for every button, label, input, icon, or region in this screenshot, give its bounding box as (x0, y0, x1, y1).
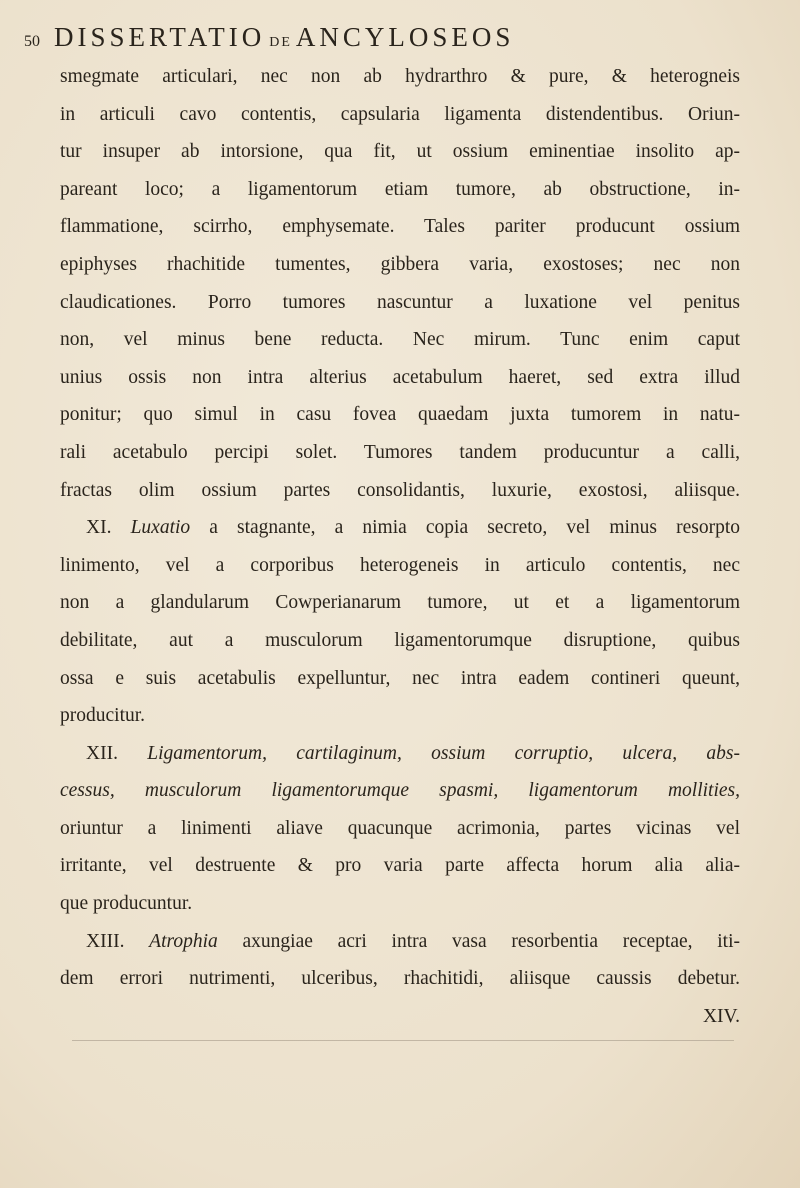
text-line (60, 171, 740, 209)
text-line (60, 735, 740, 773)
text-line (60, 584, 740, 622)
text-line (60, 472, 740, 510)
text-segment: claudicationes. Porro tumores nascuntur a luxatione vel penitus (60, 291, 740, 313)
text-segment: debilitate, aut a musculorum ligamentorumque disruptione, quibus (60, 629, 740, 651)
text-line (60, 396, 740, 434)
text-line (60, 133, 740, 171)
italic-term: Ligamentorum, cartilaginum, ossium corruptio, ulcera, abs- (147, 742, 740, 764)
text-segment: que producuntur. (60, 893, 193, 915)
text-segment: irritante, vel destruente & pro varia parte affecta horum alia alia- (60, 855, 740, 877)
italic-term: cessus, musculorum ligamentorumque spasmi, ligamentorum mollities, (60, 780, 740, 802)
text-line (60, 547, 740, 585)
text-line (60, 246, 740, 284)
text-line (60, 660, 740, 698)
body-text (60, 58, 740, 1035)
text-segment: XII. (86, 742, 148, 764)
text-segment: ossa e suis acetabulis expelluntur, nec intra eadem contineri queunt, (60, 667, 740, 689)
text-line (60, 885, 740, 923)
text-line (60, 622, 740, 660)
header-title-part: ANCYLOSEOS (295, 22, 515, 52)
text-line (60, 509, 740, 547)
text-line (60, 96, 740, 134)
text-line (60, 810, 740, 848)
page-number: 50 (24, 33, 40, 50)
text-line (60, 58, 740, 96)
text-segment: flammatione, scirrho, emphysemate. Tales pariter producunt ossium (60, 216, 740, 238)
text-segment: tur insuper ab intorsione, qua fit, ut ossium eminentiae insolito ap- (60, 141, 740, 163)
text-line (60, 321, 740, 359)
text-segment: non, vel minus bene reducta. Nec mirum. Tunc enim caput (60, 329, 740, 351)
text-segment: oriuntur a linimenti aliave quacunque acrimonia, partes vicinas vel (60, 817, 740, 839)
text-segment: smegmate articulari, nec non ab hydrarthro & pure, & heterogneis (60, 66, 740, 87)
italic-term: Luxatio (130, 517, 191, 539)
text-line (60, 208, 740, 246)
text-line (60, 359, 740, 397)
text-segment: epiphyses rhachitide tumentes, gibbera varia, exostoses; nec non (60, 253, 740, 275)
text-segment: XIV. (702, 1005, 740, 1027)
running-header (24, 22, 664, 56)
text-segment: non a glandularum Cowperianarum tumore, ut et a ligamentorum (60, 592, 740, 614)
text-segment: a stagnante, a nimia copia secreto, vel minus resorpto (190, 517, 741, 539)
text-line (60, 434, 740, 472)
text-segment: axungiae acri intra vasa resorbentia receptae, iti- (217, 930, 740, 952)
text-line (60, 284, 740, 322)
text-segment: linimento, vel a corporibus heterogeneis in articulo contentis, nec (60, 554, 740, 576)
header-title-de: DE (269, 35, 292, 50)
text-segment: producitur. (60, 705, 146, 727)
text-segment: XIII. (86, 930, 150, 952)
text-segment: pareant loco; a ligamentorum etiam tumore, ab obstructione, in- (60, 178, 740, 200)
header-title-part: DISSERTATIO (54, 22, 266, 52)
divider (72, 1040, 734, 1041)
text-segment: rali acetabulo percipi solet. Tumores tandem producuntur a calli, (60, 441, 740, 463)
text-line (60, 960, 740, 998)
text-line (60, 923, 740, 961)
catchword (60, 998, 740, 1036)
text-segment: dem errori nutrimenti, ulceribus, rhachitidi, aliisque caussis debetur. (60, 968, 740, 990)
text-segment: unius ossis non intra alterius acetabulum haeret, sed extra illud (60, 366, 740, 388)
text-line (60, 847, 740, 885)
text-line (60, 772, 740, 810)
text-segment: in articuli cavo contentis, capsularia ligamenta distendentibus. Oriun- (60, 103, 740, 125)
text-segment: fractas olim ossium partes consolidantis, luxurie, exostosi, aliisque. (60, 479, 740, 501)
text-line (60, 697, 740, 735)
italic-term: Atrophia (149, 930, 218, 952)
text-segment: ponitur; quo simul in casu fovea quaedam juxta tumorem in natu- (60, 404, 740, 426)
text-segment: XI. (86, 517, 131, 539)
